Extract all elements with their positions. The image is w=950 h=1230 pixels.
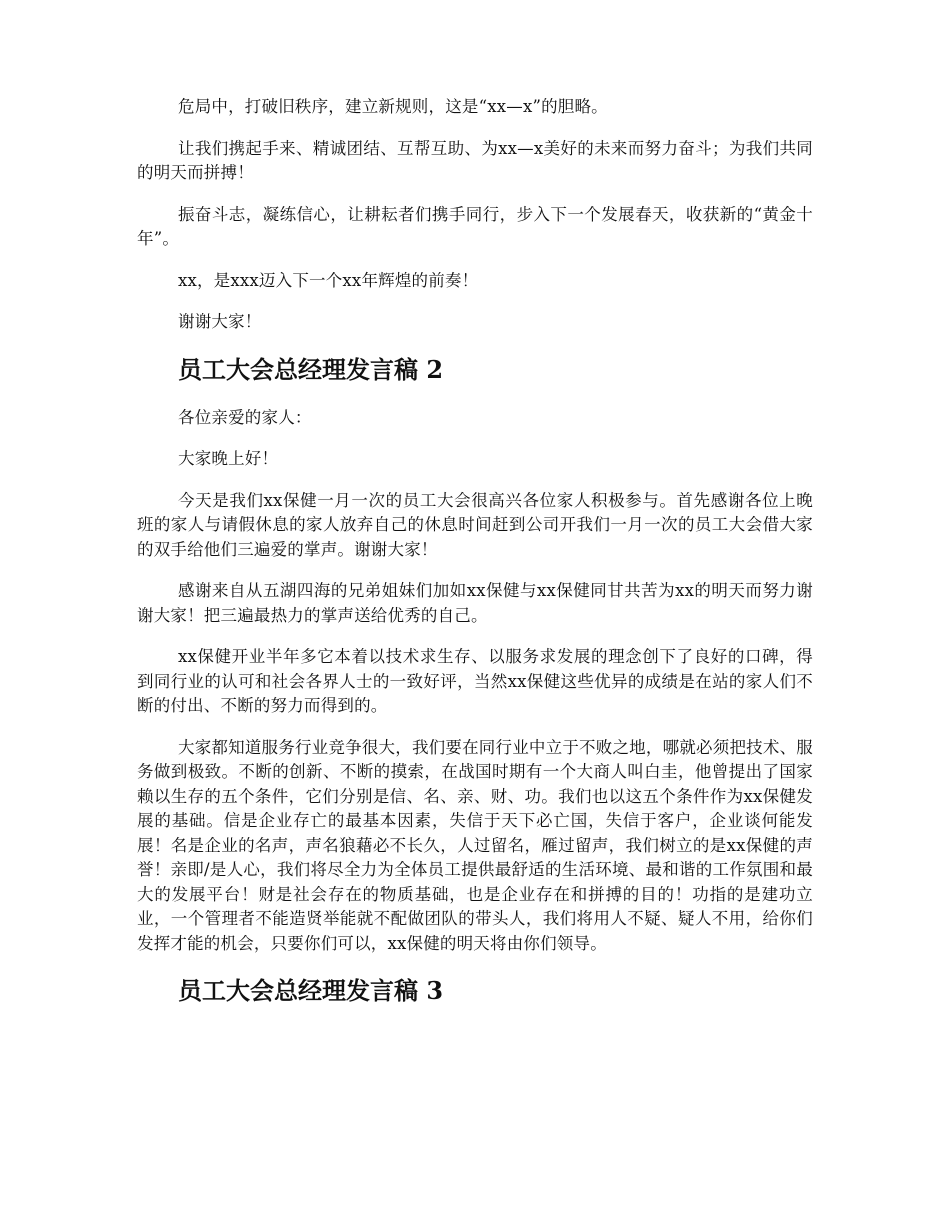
- paragraph: 危局中，打破旧秩序，建立新规则，这是“xx—x”的胆略。: [178, 97, 608, 116]
- paragraph: 感谢来自从五湖四海的兄弟姐妹们加如xx保健与xx保健同甘共苦为xx的明天而努力谢谢大家！把三遍最热力的掌声送给优秀的自己。: [137, 581, 813, 625]
- paragraph: 今天是我们xx保健一月一次的员工大会很高兴各位家人积极参与。首先感谢各位上晚班的家人与请假休息的家人放弃自己的休息时间赶到公司开我们一月一次的员工大会借大家的双手给他们三遍爱的掌声。谢谢大家！: [137, 490, 813, 559]
- section-heading: 员工大会总经理发言稿 2: [178, 354, 444, 384]
- paragraph: 谢谢大家！: [178, 312, 262, 331]
- paragraph: 大家都知道服务行业竞争很大，我们要在同行业中立于不败之地，哪就必须把技术、服务做到极致。不断的创新、不断的摸索，在战国时期有一个大商人叫白圭，他曾提出了国家赖以生存的五个条件，它们分别是信、名、亲、财、功。我们也以这五个条件作为xx保健发展的基础。信是企业存亡的最基本因素，失信于天下必亡国，失信于客户，企业谈何能发展！名是企业的名声，声名狼藉必不长久，人过留名，雁过留声，我们树立的是xx保健的声誉！亲即/是人心，我们将尽全力为全体员工提供最舒适的生活环境、最和谐的工作氛围和最大的发展平台！财是社会存在的物质基础，也是企业存在和拼搏的目的！功指的是建功立业，一个管理者不能造贤举能就不配做团队的带头人，我们将用人不疑、疑人不用，给你们发挥才能的机会，只要你们可以，xx保健的明天将由你们领导。: [137, 737, 813, 953]
- document-body: [137, 95, 813, 1027]
- paragraph: 大家晚上好！: [178, 449, 279, 468]
- paragraph: 让我们携起手来、精诚团结、互帮互助、为xx—x美好的未来而努力奋斗；为我们共同的明天而拼搏！: [137, 138, 813, 182]
- paragraph: 振奋斗志，凝练信心，让耕耘者们携手同行，步入下一个发展春天，收获新的“黄金十年”。: [137, 204, 813, 248]
- paragraph: xx保健开业半年多它本着以技术求生存、以服务求发展的理念创下了良好的口碑，得到同行业的认可和社会各界人士的一致好评，当然xx保健这些优异的成绩是在站的家人们不断的付出、不断的努力而得到的。: [137, 647, 813, 715]
- paragraph: 各位亲爱的家人：: [178, 407, 312, 427]
- paragraph: xx，是xxx迈入下一个xx年辉煌的前奏！: [178, 270, 479, 290]
- section-heading: 员工大会总经理发言稿 3: [178, 976, 444, 1005]
